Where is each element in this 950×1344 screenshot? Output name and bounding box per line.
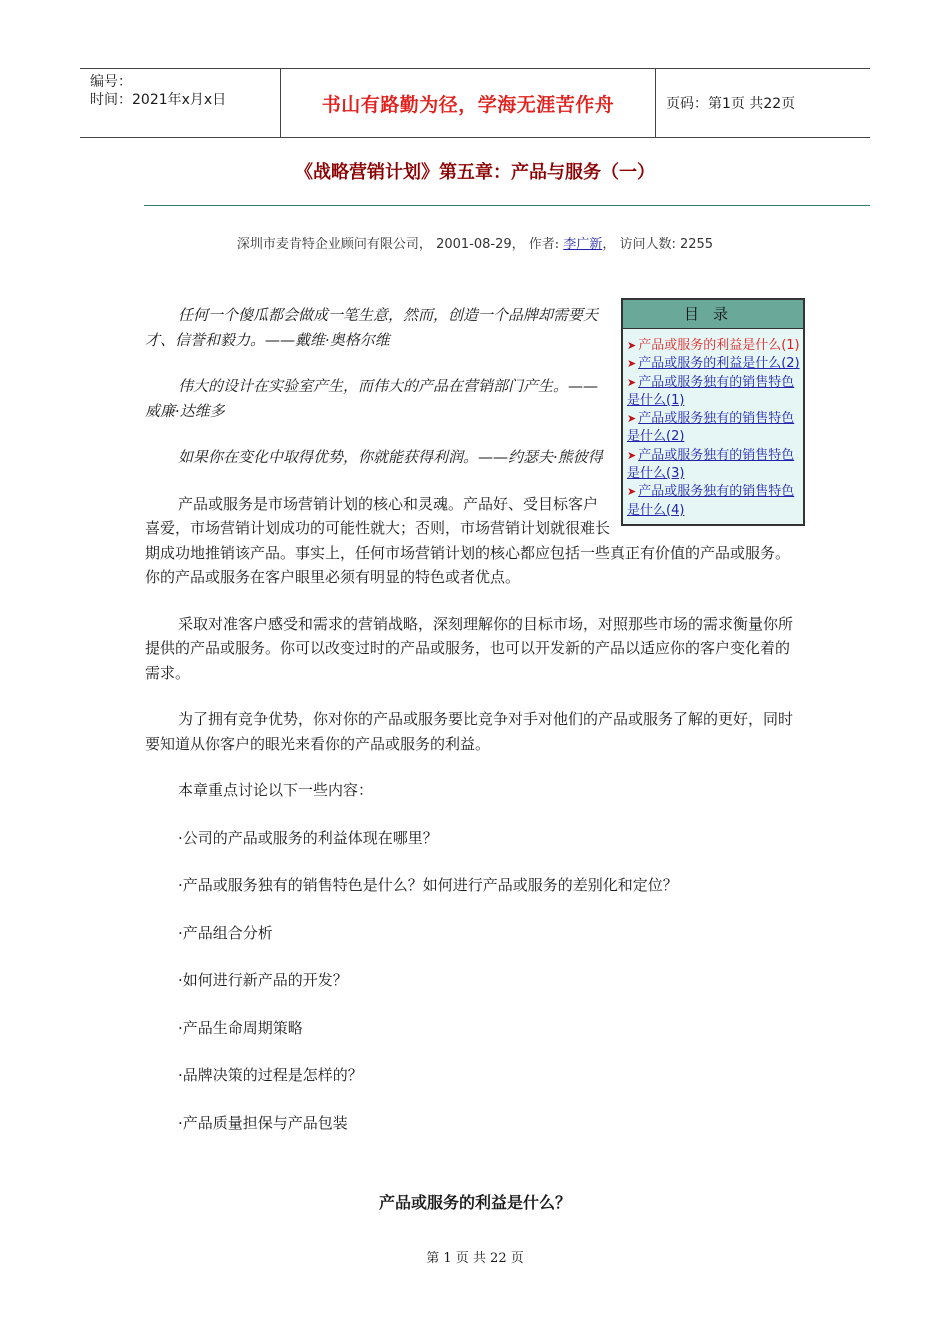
section-heading: 产品或服务的利益是什么？ — [378, 1193, 571, 1212]
toc-item[interactable] — [627, 374, 800, 411]
arrow-right-icon: ➤ — [627, 412, 637, 426]
toc-item[interactable] — [627, 483, 800, 520]
meta-visits: ， 访问人数: 2255 — [602, 237, 714, 252]
page-title: 《战略营销计划》第五章：产品与服务（一） — [295, 162, 655, 183]
header-table — [80, 68, 870, 138]
body-paragraph: 为了拥有竞争优势，你对你的产品或服务要比竞争对手对他们的产品或服务了解的更好，同时要知道从你客户的眼光来看你的产品或服务的利益。 — [145, 710, 794, 753]
toc-item-label: 产品或服务的利益是什么(1) — [638, 338, 800, 353]
page-footer: 第 1 页 共 22 页 — [426, 1251, 524, 1266]
bullet-item: ·如何进行新产品的开发？ — [178, 971, 348, 989]
quote-paragraph: 伟大的设计在实验室产生，而伟大的产品在营销部门产生。——威廉·达维多 — [145, 377, 599, 420]
document-time-label: 时间：2021年x月x日 — [90, 92, 227, 108]
meta-date: 2001-08-29， — [436, 237, 525, 252]
article-body — [145, 303, 800, 1158]
body-paragraph: 产品或服务是市场营销计划的核心和灵魂。产品好、受目标客户喜爱，市场营销计划成功的可能性就大；否则，市场营销计划就很难长期成功地推销该产品。事实上，任何市场营销计划的核心都应包括一些真正有价值的产品或服务。你的产品或服务在客户眼里必须有明显的特色或者优点。 — [145, 494, 791, 586]
bullet-item: ·产品或服务独有的销售特色是什么？如何进行产品或服务的差别化和定位？ — [178, 876, 678, 894]
title-divider — [144, 205, 870, 206]
arrow-right-icon: ➤ — [627, 448, 637, 462]
meta-company: 深圳市麦肯特企业顾问有限公司， — [236, 237, 432, 252]
toc-link[interactable]: 产品或服务独有的销售特色是什么(3) — [627, 447, 795, 482]
toc-item[interactable] — [627, 410, 800, 447]
arrow-right-icon: ➤ — [627, 375, 637, 389]
bullet-item: ·产品生命周期策略 — [178, 1018, 303, 1037]
quote-paragraph: 如果你在变化中取得优势，你就能获得利润。——约瑟夫·熊彼得 — [178, 448, 603, 466]
toc-link[interactable]: 产品或服务独有的销售特色是什么(2) — [627, 411, 795, 445]
document-number-label: 编号： — [90, 74, 132, 90]
bullet-item: ·产品质量担保与产品包装 — [178, 1113, 348, 1132]
toc-heading: 目录 — [623, 300, 803, 329]
page-info: 页码：第1页 共22页 — [666, 96, 796, 112]
bullet-item: ·品牌决策的过程是怎样的？ — [178, 1066, 363, 1084]
quote-paragraph: 任何一个傻瓜都会做成一笔生意，然而，创造一个品牌却需要天才、信誉和毅力。——戴维·奥格尔维 — [145, 306, 599, 349]
header-motto-cell — [280, 69, 656, 137]
toc-list — [623, 329, 803, 524]
author-link[interactable]: 李广新 — [563, 237, 603, 252]
toc-item[interactable] — [627, 355, 800, 373]
header-info-cell — [80, 69, 280, 137]
toc-item[interactable] — [627, 447, 800, 484]
toc-link[interactable]: 产品或服务的利益是什么(2) — [638, 356, 800, 372]
header-page-cell — [656, 69, 870, 137]
body-paragraph: 本章重点讨论以下一些内容： — [178, 781, 374, 799]
arrow-right-icon: ➤ — [627, 339, 637, 352]
arrow-right-icon: ➤ — [627, 485, 637, 499]
meta-author-label: 作者: — [528, 237, 560, 252]
toc-item-current[interactable] — [627, 337, 800, 355]
toc-link[interactable]: 产品或服务独有的销售特色是什么(4) — [627, 484, 795, 518]
bullet-item: ·公司的产品或服务的利益体现在哪里？ — [178, 828, 438, 847]
article-meta — [0, 233, 950, 252]
toc-link[interactable]: 产品或服务独有的销售特色是什么(1) — [627, 374, 795, 408]
body-paragraph: 采取对准客户感受和需求的营销战略，深刻理解你的目标市场，对照那些市场的需求衡量你所提供的产品或服务。你可以改变过时的产品或服务，也可以开发新的产品以适应你的客户变化着的需求。 — [145, 614, 794, 682]
motto: 书山有路勤为径，学海无涯苦作舟 — [321, 93, 615, 116]
arrow-right-icon: ➤ — [627, 357, 637, 371]
bullet-item: ·产品组合分析 — [178, 923, 273, 942]
table-of-contents — [621, 298, 805, 526]
